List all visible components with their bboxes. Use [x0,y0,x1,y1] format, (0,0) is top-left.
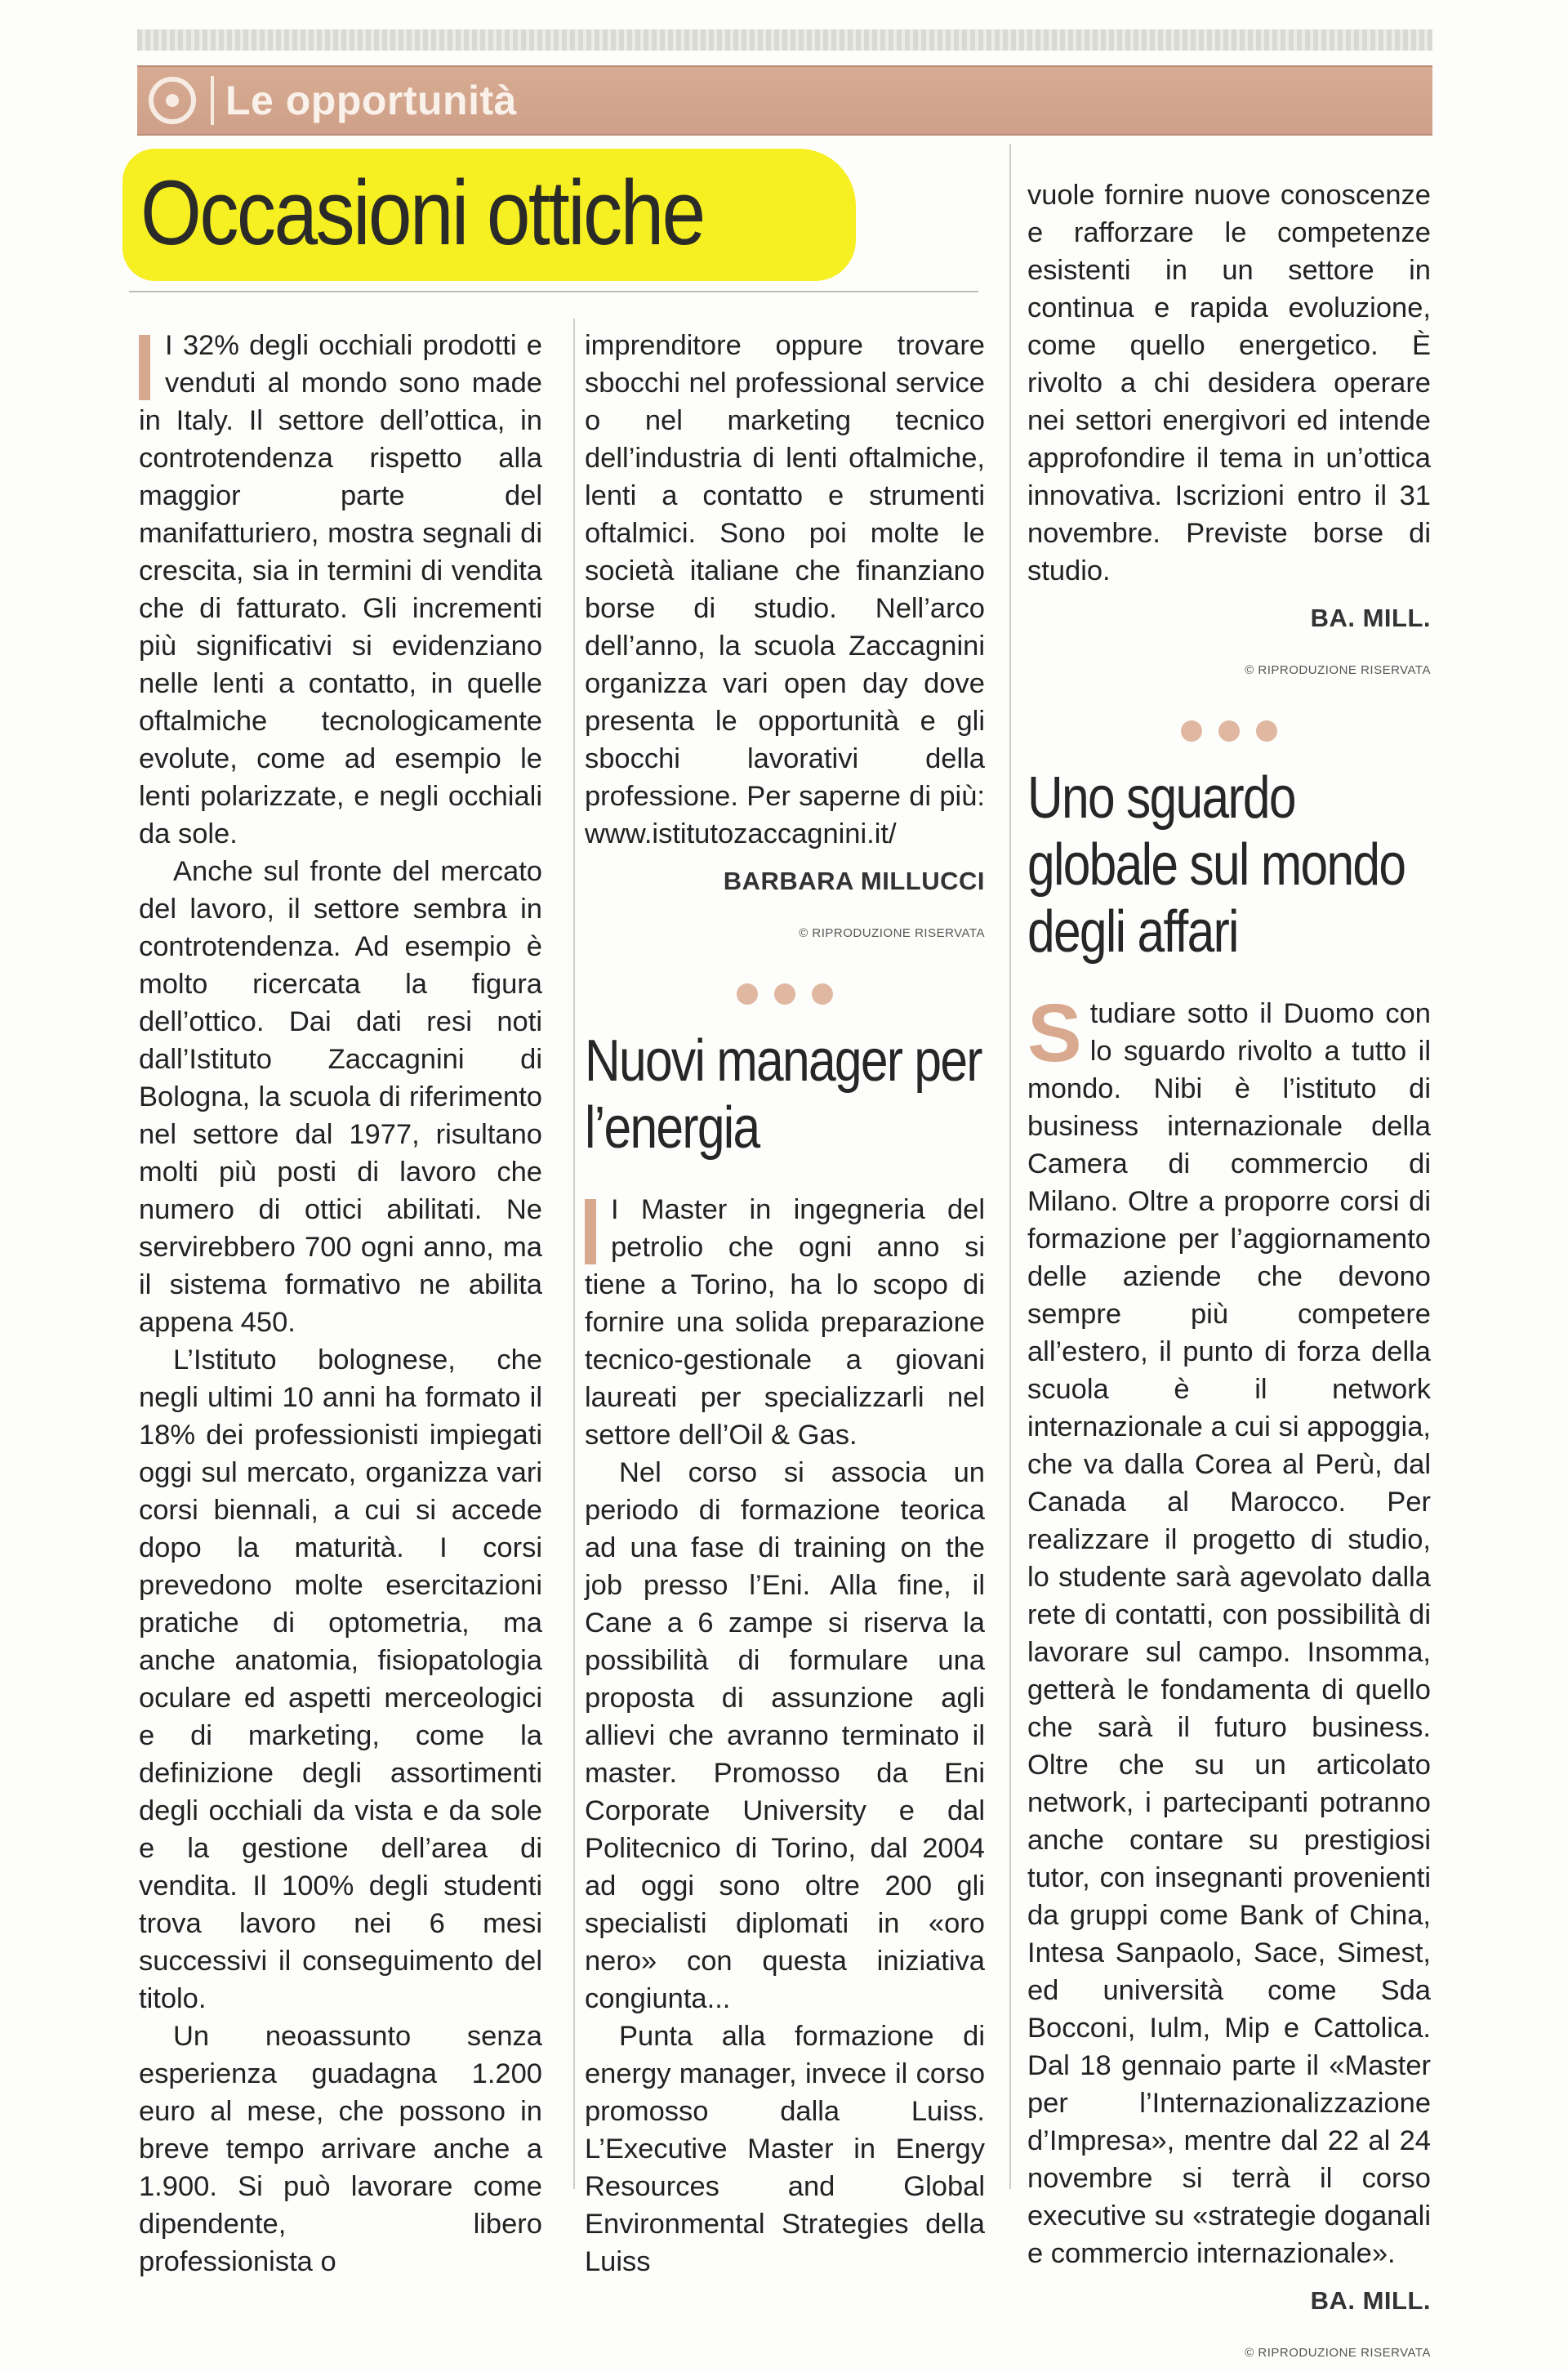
target-circle-icon [149,77,196,124]
energy-copyright: © RIPRODUZIONE RISERVATA [1245,663,1431,677]
column-divider [1009,144,1011,2189]
energy-paragraph: I Master in ingegneria del petrolio che ogni anno si tiene a Torino, ha lo scopo di fornire una solida preparazione tecnico-gestionale a giovani laureati per specializzarli nel settore dell’Oil & Gas. [585,1194,985,1451]
top-decorative-rule [137,29,1432,51]
main-paragraph: I 32% degli occhiali prodotti e venduti al mondo sono made in Italy. Il settore dell’ottica, in controtendenza rispetto alla maggior parte del manifatturiero, mostra segnali di crescita, sia in termini di vendita che di fatturato. Gli incrementi più significativi si evidenziano nelle lenti a contatto, in quelle oftalmiche tecnologicamente evolute, come ad esempio le lenti polarizzate, e negli occhiali da sole. [139,330,542,849]
main-byline: BARBARA MILLUCCI [723,867,985,895]
header-separator [211,76,214,125]
energy-paragraph: Punta alla formazione di energy manager, invece il corso promosso dalla Luiss. L’Executive Master in Energy Resources and Global Environmental Strategies della Luiss [585,2021,985,2277]
middle-column [585,327,985,2281]
energy-paragraph: vuole fornire nuove conoscenze e rafforzare le competenze esistenti in un settore in continua e rapida evoluzione, come quello energetico. È rivolto a chi desidera operare nei settori energivori ed intende approfondire il tema in un’ottica innovativa. Iscrizioni entro il 31 novembre. Previste borse di studio. [1027,180,1431,586]
main-copyright: © RIPRODUZIONE RISERVATA [799,926,985,940]
right-column [1027,176,1431,2372]
main-paragraph: Un neoassunto senza esperienza guadagna 1.200 euro al mese, che possono in breve tempo arrivare anche a 1.900. Si può lavorare come dipendente, libero professionista o [139,2021,542,2277]
business-byline: BA. MILL. [1310,2286,1431,2315]
business-paragraph: tudiare sotto il Duomo con lo sguardo rivolto a tutto il mondo. Nibi è l’istituto di business internazionale della Camera di commercio di Milano. Oltre a proporre corsi di formazione per l’aggiornamento delle aziende che devono sempre più competere all’estero, il punto di forza della scuola è il network internazionale a cui si appoggia, che va dalla Corea al Perù, dal Canada al Marocco. Per realizzare il progetto di studio, lo studente sarà agevolato dalla rete di contatti, con possibilità di lavorare sul campo. Insomma, getterà le fondamenta di quello che sarà il futuro business. Oltre che su un articolato network, i partecipanti potranno anche contare su prestigiosi tutor, con insegnanti provenienti da gruppi come Bank of China, Intesa Sanpaolo, Sace, Simest, ed università come Sda Bocconi, Iulm, Mip e Cattolica. Dal 18 gennaio parte il «Master per l’Internazionalizzazione d’Impresa», mentre dal 22 al 24 novembre si terrà il corso executive su «strategie doganali e commercio internazionale». [1027,998,1431,2269]
energy-byline: BA. MILL. [1310,604,1431,632]
dropcap-letter: S [1027,988,1082,1079]
main-paragraph: imprenditore oppure trovare sbocchi nel professional service o nel marketing tecnico dell’industria di lenti oftalmiche, lenti a contatto e strumenti oftalmici. Sono poi molte le società italiane che finanziano borse di studio. Nell’arco dell’anno, la scuola Zaccagnini organizza vari open day dove presenta le opportunità e gli sbocchi lavorativi della professione. Per saperne di più: www.istitutozaccagnini.it/ [585,330,985,849]
dropcap-bar [585,1199,596,1264]
title-underline [129,291,978,292]
main-paragraph: L’Istituto bolognese, che negli ultimi 10 anni ha formato il 18% dei professionisti impiegati oggi sul mercato, organizza vari corsi biennali, a cui si accede dopo la maturità. I corsi prevedono molte esercitazioni pratiche di optometria, ma anche anatomia, fisiopatologia oculare ed aspetti merceologici e di marketing, come la definizione degli assortimenti degli occhiali da vista e da sole e la gestione dell’area di vendita. Il 100% degli studenti trova lavoro nei 6 mesi successivi il conseguimento del titolo. [139,1344,542,2014]
separator-dots [585,983,985,1005]
business-copyright: © RIPRODUZIONE RISERVATA [1245,2346,1431,2360]
energy-paragraph: Nel corso si associa un periodo di formazione teorica ad una fase di training on the job presso l’Eni. Alla fine, il Cane a 6 zampe si riserva la possibilità di formulare una proposta di assunzione agli allievi che avranno terminato il master. Promosso da Eni Corporate University e dal Politecnico di Torino, dal 2004 ad oggi sono oltre 200 gli specialisti diplomati in «oro nero» con questa iniziativa congiunta... [585,1457,985,2014]
main-article-column-1 [139,327,542,2281]
separator-dots [1027,720,1431,742]
section-label: Le opportunità [225,78,517,123]
section-header [137,65,1432,136]
main-article-title: Occasioni ottiche [140,162,704,264]
column-divider [573,319,575,2189]
energy-article-title: Nuovi manager per l’energia [585,1028,982,1161]
main-paragraph: Anche sul fronte del mercato del lavoro, il settore sembra in controtendenza. Ad esempio è molto ricercata la figura dell’ottico. Dai dati resi noti dall’Istituto Zaccagnini di Bologna, la scuola di riferimento nel settore dal 1977, risultano molti più posti di lavoro che numero di ottici abilitati. Ne servirebbero 700 ogni anno, ma il sistema formativo ne abilita appena 450. [139,856,542,1338]
dropcap-bar [139,335,150,400]
business-article-title: Uno sguardo globale sul mondo degli affari [1027,765,1405,965]
